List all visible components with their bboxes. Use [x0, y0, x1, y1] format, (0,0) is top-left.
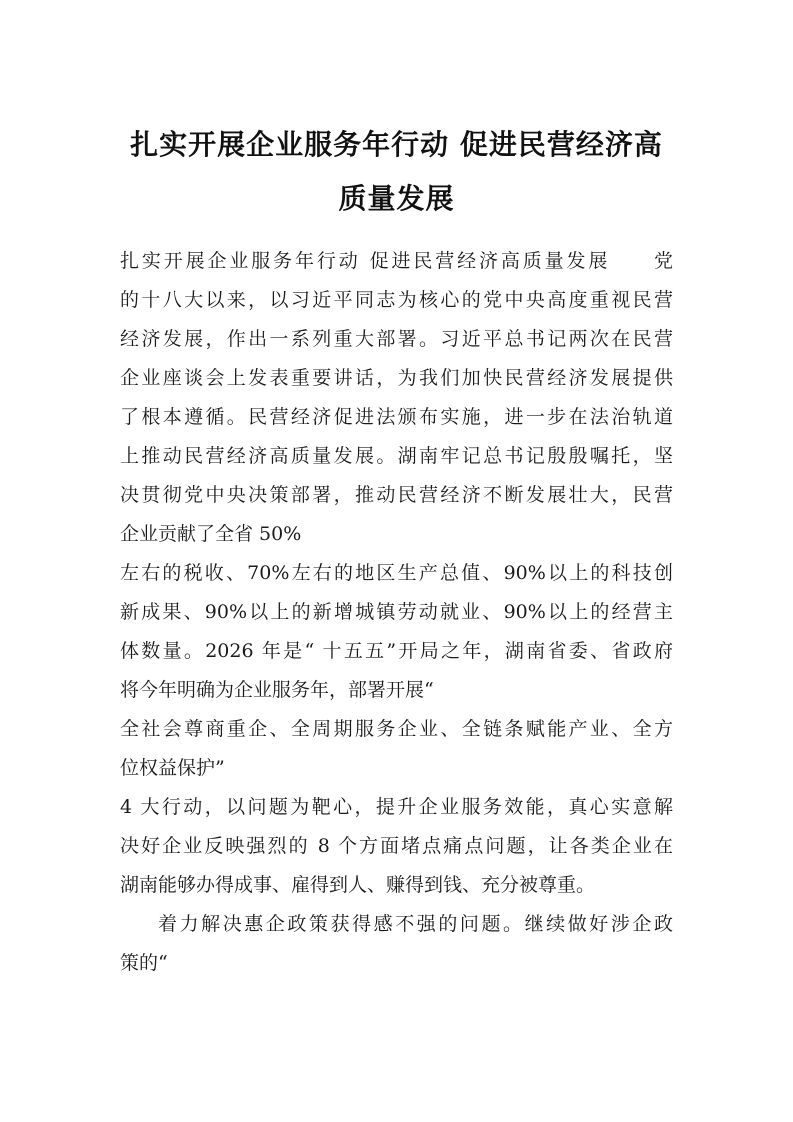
- text-line: 决好企业反映强烈的 8 个方面堵点痛点问题，让各类企业在: [120, 835, 673, 857]
- text-line: 策的“: [120, 952, 168, 974]
- document-body: [120, 242, 673, 983]
- text-line: 湖南能够办得成事、雇得到人、赚得到钱、充分被尊重。: [120, 874, 596, 896]
- document-title: [100, 118, 693, 226]
- text-line: 的十八大以来，以习近平同志为核心的党中央高度重视民营: [120, 289, 673, 311]
- text-line: 体数量。2026 年是“ 十五五”开局之年，湖南省委、省政府: [120, 640, 673, 662]
- text-line: 4 大行动，以问题为靶心，提升企业服务效能，真心实意解: [120, 796, 673, 818]
- text-line: 了根本遵循。民营经济促进法颁布实施，进一步在法治轨道: [120, 406, 673, 428]
- paragraph-intro: [120, 242, 673, 554]
- text-line: 经济发展，作出一系列重大部署。习近平总书记两次在民营: [120, 328, 673, 350]
- paragraph-actions: [120, 710, 673, 788]
- text-line: 扎实开展企业服务年行动 促进民营经济高质量发展 党: [120, 250, 673, 272]
- paragraph-statistics: [120, 554, 673, 710]
- text-line: 企业座谈会上发表重要讲话，为我们加快民营经济发展提供: [120, 367, 673, 389]
- paragraph-goals: [120, 788, 673, 905]
- text-line: 企业贡献了全省 50%: [120, 523, 302, 545]
- text-line: 着力解决惠企政策获得感不强的问题。继续做好涉企政: [158, 913, 673, 935]
- title-line: 扎实开展企业服务年行动 促进民营经济高: [130, 128, 663, 161]
- text-line: 位权益保护”: [120, 757, 225, 779]
- text-line: 全社会尊商重企、全周期服务企业、全链条赋能产业、全方: [120, 718, 673, 740]
- text-line: 上推动民营经济高质量发展。湖南牢记总书记殷殷嘱托，坚: [120, 445, 673, 467]
- text-line: 左右的税收、70%左右的地区生产总值、90%以上的科技创: [120, 562, 673, 584]
- paragraph-policy: [120, 905, 673, 983]
- title-line: 质量发展: [338, 182, 455, 215]
- text-line: 决贯彻党中央决策部署，推动民营经济不断发展壮大，民营: [120, 484, 673, 506]
- text-line: 将今年明确为企业服务年，部署开展“: [120, 679, 434, 701]
- text-line: 新成果、90%以上的新增城镇劳动就业、90%以上的经营主: [120, 601, 673, 623]
